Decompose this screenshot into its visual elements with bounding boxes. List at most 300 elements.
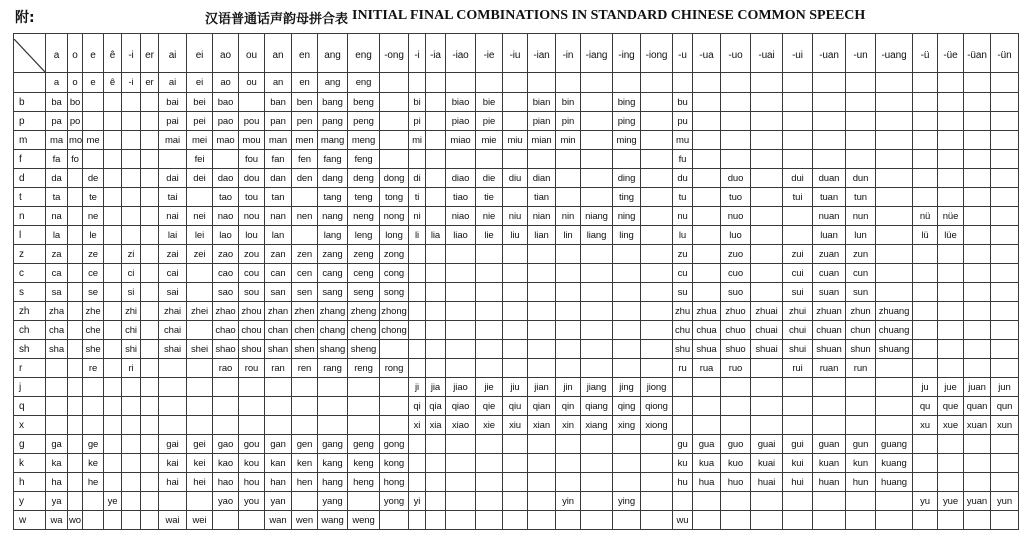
- empty-cell: [693, 73, 721, 93]
- empty-cell: [446, 73, 476, 93]
- syllable-cell: chen: [292, 321, 318, 340]
- syllable-cell: dong: [380, 169, 409, 188]
- empty-cell: [693, 207, 721, 226]
- empty-cell: [503, 492, 528, 511]
- empty-cell: [641, 340, 673, 359]
- empty-cell: [122, 207, 141, 226]
- syllable-cell: shai: [159, 340, 187, 359]
- syllable-cell: rua: [693, 359, 721, 378]
- syllable-cell: lüe: [938, 226, 964, 245]
- empty-cell: [751, 264, 783, 283]
- syllable-cell: xiong: [641, 416, 673, 435]
- syllable-cell: chuai: [751, 321, 783, 340]
- empty-cell: [581, 188, 613, 207]
- empty-cell: [846, 492, 876, 511]
- syllable-cell: li: [409, 226, 426, 245]
- syllable-cell: liu: [503, 226, 528, 245]
- final-header: en: [292, 34, 318, 73]
- syllable-cell: peng: [348, 112, 380, 131]
- syllable-cell: ju: [913, 378, 938, 397]
- syllable-cell: ke: [83, 454, 104, 473]
- syllable-cell: me: [83, 131, 104, 150]
- empty-cell: [876, 378, 913, 397]
- syllable-cell: wa: [46, 511, 68, 530]
- empty-cell: [528, 283, 556, 302]
- table-row: [14, 454, 1019, 473]
- syllable-cell: nen: [292, 207, 318, 226]
- syllable-cell: chai: [159, 321, 187, 340]
- syllable-cell: duan: [813, 169, 846, 188]
- syllable-cell: luo: [721, 226, 751, 245]
- syllable-cell: da: [46, 169, 68, 188]
- syllable-cell: shang: [318, 340, 348, 359]
- syllable-cell: xiao: [446, 416, 476, 435]
- table-row: [14, 416, 1019, 435]
- syllable-cell: tui: [783, 188, 813, 207]
- empty-cell: [876, 73, 913, 93]
- syllable-cell: ping: [613, 112, 641, 131]
- syllable-cell: sha: [46, 340, 68, 359]
- empty-cell: [876, 131, 913, 150]
- empty-cell: [476, 473, 503, 492]
- syllable-cell: di: [409, 169, 426, 188]
- syllable-cell: xia: [426, 416, 446, 435]
- empty-cell: [409, 321, 426, 340]
- header-row: [14, 34, 1019, 73]
- empty-cell: [213, 416, 239, 435]
- syllable-cell: cou: [239, 264, 265, 283]
- syllable-cell: he: [83, 473, 104, 492]
- syllable-cell: cuan: [813, 264, 846, 283]
- empty-cell: [846, 416, 876, 435]
- empty-cell: [721, 416, 751, 435]
- empty-cell: [83, 397, 104, 416]
- empty-cell: [613, 283, 641, 302]
- syllable-cell: zhuan: [813, 302, 846, 321]
- empty-cell: [641, 359, 673, 378]
- empty-cell: [556, 359, 581, 378]
- empty-cell: [83, 112, 104, 131]
- syllable-cell: shui: [783, 340, 813, 359]
- syllable-cell: que: [938, 397, 964, 416]
- empty-cell: [783, 112, 813, 131]
- empty-cell: [693, 378, 721, 397]
- empty-cell: [938, 340, 964, 359]
- syllable-cell: tan: [265, 188, 292, 207]
- syllable-cell: pai: [159, 112, 187, 131]
- syllable-cell: rou: [239, 359, 265, 378]
- empty-cell: [613, 245, 641, 264]
- initial-label: f: [14, 150, 46, 169]
- empty-cell: [104, 112, 122, 131]
- empty-cell: [68, 454, 83, 473]
- empty-cell: [141, 340, 159, 359]
- table-row: [14, 340, 1019, 359]
- empty-cell: [613, 511, 641, 530]
- empty-cell: [964, 245, 991, 264]
- syllable-cell: mo: [68, 131, 83, 150]
- empty-cell: [693, 93, 721, 112]
- final-header: -ia: [426, 34, 446, 73]
- empty-cell: [783, 378, 813, 397]
- syllable-cell: zei: [187, 245, 213, 264]
- empty-cell: [751, 283, 783, 302]
- empty-cell: [938, 511, 964, 530]
- empty-cell: [938, 131, 964, 150]
- syllable-cell: shen: [292, 340, 318, 359]
- syllable-cell: zun: [846, 245, 876, 264]
- empty-cell: [141, 435, 159, 454]
- empty-cell: [187, 397, 213, 416]
- syllable-cell: huang: [876, 473, 913, 492]
- empty-cell: [641, 169, 673, 188]
- empty-cell: [68, 264, 83, 283]
- empty-cell: [876, 150, 913, 169]
- syllable-cell: teng: [348, 188, 380, 207]
- syllable-cell: jue: [938, 378, 964, 397]
- empty-cell: [641, 264, 673, 283]
- syllable-cell: lun: [846, 226, 876, 245]
- syllable-cell: zen: [292, 245, 318, 264]
- empty-cell: [141, 511, 159, 530]
- empty-cell: [122, 150, 141, 169]
- syllable-cell: mu: [673, 131, 693, 150]
- empty-cell: [991, 245, 1019, 264]
- initial-label: l: [14, 226, 46, 245]
- empty-cell: [68, 378, 83, 397]
- syllable-cell: ou: [239, 73, 265, 93]
- syllable-cell: zong: [380, 245, 409, 264]
- syllable-cell: wai: [159, 511, 187, 530]
- empty-cell: [380, 131, 409, 150]
- syllable-cell: liao: [446, 226, 476, 245]
- empty-cell: [528, 340, 556, 359]
- syllable-cell: ling: [613, 226, 641, 245]
- syllable-cell: xing: [613, 416, 641, 435]
- empty-cell: [159, 378, 187, 397]
- empty-cell: [673, 378, 693, 397]
- empty-cell: [476, 454, 503, 473]
- syllable-cell: zhui: [783, 302, 813, 321]
- empty-cell: [813, 511, 846, 530]
- syllable-cell: yong: [380, 492, 409, 511]
- empty-cell: [913, 73, 938, 93]
- empty-cell: [426, 207, 446, 226]
- syllable-cell: zui: [783, 245, 813, 264]
- empty-cell: [187, 416, 213, 435]
- empty-cell: [187, 264, 213, 283]
- syllable-cell: huo: [721, 473, 751, 492]
- syllable-cell: rang: [318, 359, 348, 378]
- syllable-cell: bao: [213, 93, 239, 112]
- syllable-cell: su: [673, 283, 693, 302]
- table-row: [14, 169, 1019, 188]
- empty-cell: [964, 283, 991, 302]
- empty-cell: [476, 511, 503, 530]
- syllable-cell: dun: [846, 169, 876, 188]
- syllable-cell: ren: [292, 359, 318, 378]
- empty-cell: [581, 454, 613, 473]
- empty-cell: [991, 73, 1019, 93]
- syllable-cell: xin: [556, 416, 581, 435]
- empty-cell: [83, 511, 104, 530]
- empty-cell: [141, 454, 159, 473]
- syllable-cell: chong: [380, 321, 409, 340]
- empty-cell: [581, 150, 613, 169]
- empty-cell: [239, 416, 265, 435]
- empty-cell: [104, 397, 122, 416]
- syllable-cell: na: [46, 207, 68, 226]
- table-row: [14, 511, 1019, 530]
- empty-cell: [721, 378, 751, 397]
- empty-cell: [846, 73, 876, 93]
- empty-cell: [964, 226, 991, 245]
- empty-cell: [641, 435, 673, 454]
- empty-cell: [693, 283, 721, 302]
- empty-cell: [348, 492, 380, 511]
- empty-cell: [693, 226, 721, 245]
- empty-cell: [991, 511, 1019, 530]
- empty-cell: [141, 169, 159, 188]
- syllable-cell: yan: [265, 492, 292, 511]
- syllable-cell: zhai: [159, 302, 187, 321]
- syllable-cell: ni: [409, 207, 426, 226]
- empty-cell: [409, 302, 426, 321]
- empty-cell: [446, 359, 476, 378]
- empty-cell: [141, 112, 159, 131]
- empty-cell: [159, 397, 187, 416]
- syllable-cell: dui: [783, 169, 813, 188]
- empty-cell: [556, 435, 581, 454]
- empty-cell: [104, 302, 122, 321]
- syllable-cell: ga: [46, 435, 68, 454]
- empty-cell: [213, 378, 239, 397]
- empty-cell: [991, 454, 1019, 473]
- empty-cell: [187, 283, 213, 302]
- empty-cell: [613, 454, 641, 473]
- empty-cell: [721, 397, 751, 416]
- syllable-cell: re: [83, 359, 104, 378]
- empty-cell: [239, 397, 265, 416]
- syllable-cell: bian: [528, 93, 556, 112]
- syllable-cell: ya: [46, 492, 68, 511]
- final-header: -ie: [476, 34, 503, 73]
- empty-cell: [693, 397, 721, 416]
- empty-cell: [846, 131, 876, 150]
- syllable-cell: mi: [409, 131, 426, 150]
- syllable-cell: cu: [673, 264, 693, 283]
- syllable-cell: chuan: [813, 321, 846, 340]
- syllable-cell: a: [46, 73, 68, 93]
- empty-cell: [938, 473, 964, 492]
- empty-cell: [641, 93, 673, 112]
- empty-cell: [876, 207, 913, 226]
- final-header: ê: [104, 34, 122, 73]
- syllable-cell: zhun: [846, 302, 876, 321]
- syllable-cell: ying: [613, 492, 641, 511]
- empty-cell: [581, 169, 613, 188]
- syllable-cell: fan: [265, 150, 292, 169]
- syllable-cell: pei: [187, 112, 213, 131]
- syllable-cell: nuo: [721, 207, 751, 226]
- empty-cell: [426, 169, 446, 188]
- syllable-cell: meng: [348, 131, 380, 150]
- syllable-cell: lai: [159, 226, 187, 245]
- syllable-cell: shan: [265, 340, 292, 359]
- empty-cell: [409, 245, 426, 264]
- syllable-cell: le: [83, 226, 104, 245]
- empty-cell: [693, 112, 721, 131]
- syllable-cell: tuo: [721, 188, 751, 207]
- final-header: -iang: [581, 34, 613, 73]
- empty-cell: [693, 264, 721, 283]
- empty-cell: [938, 435, 964, 454]
- table-row: [14, 283, 1019, 302]
- empty-cell: [813, 378, 846, 397]
- syllable-cell: kuan: [813, 454, 846, 473]
- syllable-cell: sang: [318, 283, 348, 302]
- empty-cell: [476, 340, 503, 359]
- empty-cell: [476, 283, 503, 302]
- empty-cell: [68, 397, 83, 416]
- empty-cell: [938, 302, 964, 321]
- empty-cell: [641, 473, 673, 492]
- syllable-cell: nin: [556, 207, 581, 226]
- empty-cell: [751, 131, 783, 150]
- empty-cell: [426, 454, 446, 473]
- empty-cell: [641, 454, 673, 473]
- empty-cell: [813, 150, 846, 169]
- syllable-cell: lin: [556, 226, 581, 245]
- empty-cell: [613, 73, 641, 93]
- syllable-cell: qian: [528, 397, 556, 416]
- empty-cell: [68, 340, 83, 359]
- empty-cell: [318, 397, 348, 416]
- syllable-cell: chou: [239, 321, 265, 340]
- empty-cell: [528, 435, 556, 454]
- syllable-cell: rui: [783, 359, 813, 378]
- empty-cell: [68, 169, 83, 188]
- syllable-cell: ma: [46, 131, 68, 150]
- syllable-cell: duo: [721, 169, 751, 188]
- empty-cell: [913, 473, 938, 492]
- syllable-cell: yuan: [964, 492, 991, 511]
- syllable-cell: jian: [528, 378, 556, 397]
- syllable-cell: wo: [68, 511, 83, 530]
- syllable-cell: te: [83, 188, 104, 207]
- table-row: [14, 473, 1019, 492]
- final-header: -ui: [783, 34, 813, 73]
- empty-cell: [122, 188, 141, 207]
- syllable-cell: tang: [318, 188, 348, 207]
- empty-cell: [613, 150, 641, 169]
- empty-cell: [122, 112, 141, 131]
- syllable-cell: tian: [528, 188, 556, 207]
- syllable-cell: niu: [503, 207, 528, 226]
- initial-label: w: [14, 511, 46, 530]
- empty-cell: [104, 416, 122, 435]
- empty-cell: [556, 188, 581, 207]
- syllable-cell: qin: [556, 397, 581, 416]
- empty-cell: [938, 169, 964, 188]
- syllable-cell: chua: [693, 321, 721, 340]
- empty-cell: [476, 264, 503, 283]
- syllable-cell: ding: [613, 169, 641, 188]
- syllable-cell: chuo: [721, 321, 751, 340]
- empty-cell: [46, 397, 68, 416]
- empty-cell: [813, 73, 846, 93]
- empty-cell: [409, 340, 426, 359]
- syllable-cell: kui: [783, 454, 813, 473]
- empty-cell: [104, 169, 122, 188]
- syllable-cell: ti: [409, 188, 426, 207]
- empty-cell: [426, 283, 446, 302]
- syllable-cell: wang: [318, 511, 348, 530]
- empty-cell: [426, 73, 446, 93]
- syllable-cell: zao: [213, 245, 239, 264]
- empty-cell: [503, 73, 528, 93]
- syllable-cell: fen: [292, 150, 318, 169]
- empty-cell: [122, 226, 141, 245]
- syllable-cell: feng: [348, 150, 380, 169]
- empty-cell: [380, 112, 409, 131]
- final-header: an: [265, 34, 292, 73]
- empty-cell: [991, 150, 1019, 169]
- syllable-cell: keng: [348, 454, 380, 473]
- syllable-cell: nai: [159, 207, 187, 226]
- empty-cell: [187, 321, 213, 340]
- initial-label: s: [14, 283, 46, 302]
- syllable-cell: tiao: [446, 188, 476, 207]
- empty-cell: [68, 435, 83, 454]
- empty-cell: [503, 321, 528, 340]
- empty-cell: [876, 283, 913, 302]
- empty-cell: [348, 397, 380, 416]
- empty-cell: [556, 169, 581, 188]
- empty-cell: [751, 73, 783, 93]
- syllable-cell: pen: [292, 112, 318, 131]
- empty-cell: [409, 150, 426, 169]
- syllable-cell: shuan: [813, 340, 846, 359]
- syllable-cell: yi: [409, 492, 426, 511]
- empty-cell: [964, 511, 991, 530]
- syllable-cell: tu: [673, 188, 693, 207]
- syllable-cell: nao: [213, 207, 239, 226]
- syllable-cell: wu: [673, 511, 693, 530]
- empty-cell: [83, 416, 104, 435]
- syllable-cell: pou: [239, 112, 265, 131]
- empty-cell: [721, 93, 751, 112]
- syllable-cell: tun: [846, 188, 876, 207]
- syllable-cell: kuo: [721, 454, 751, 473]
- empty-cell: [751, 492, 783, 511]
- empty-cell: [426, 511, 446, 530]
- syllable-cell: fo: [68, 150, 83, 169]
- empty-cell: [581, 492, 613, 511]
- syllable-cell: bai: [159, 93, 187, 112]
- initial-label: c: [14, 264, 46, 283]
- empty-cell: [68, 302, 83, 321]
- syllable-cell: mou: [239, 131, 265, 150]
- syllable-cell: bi: [409, 93, 426, 112]
- empty-cell: [141, 93, 159, 112]
- empty-cell: [813, 416, 846, 435]
- syllable-cell: yue: [938, 492, 964, 511]
- syllable-cell: deng: [348, 169, 380, 188]
- syllable-cell: kun: [846, 454, 876, 473]
- syllable-cell: sun: [846, 283, 876, 302]
- empty-cell: [751, 150, 783, 169]
